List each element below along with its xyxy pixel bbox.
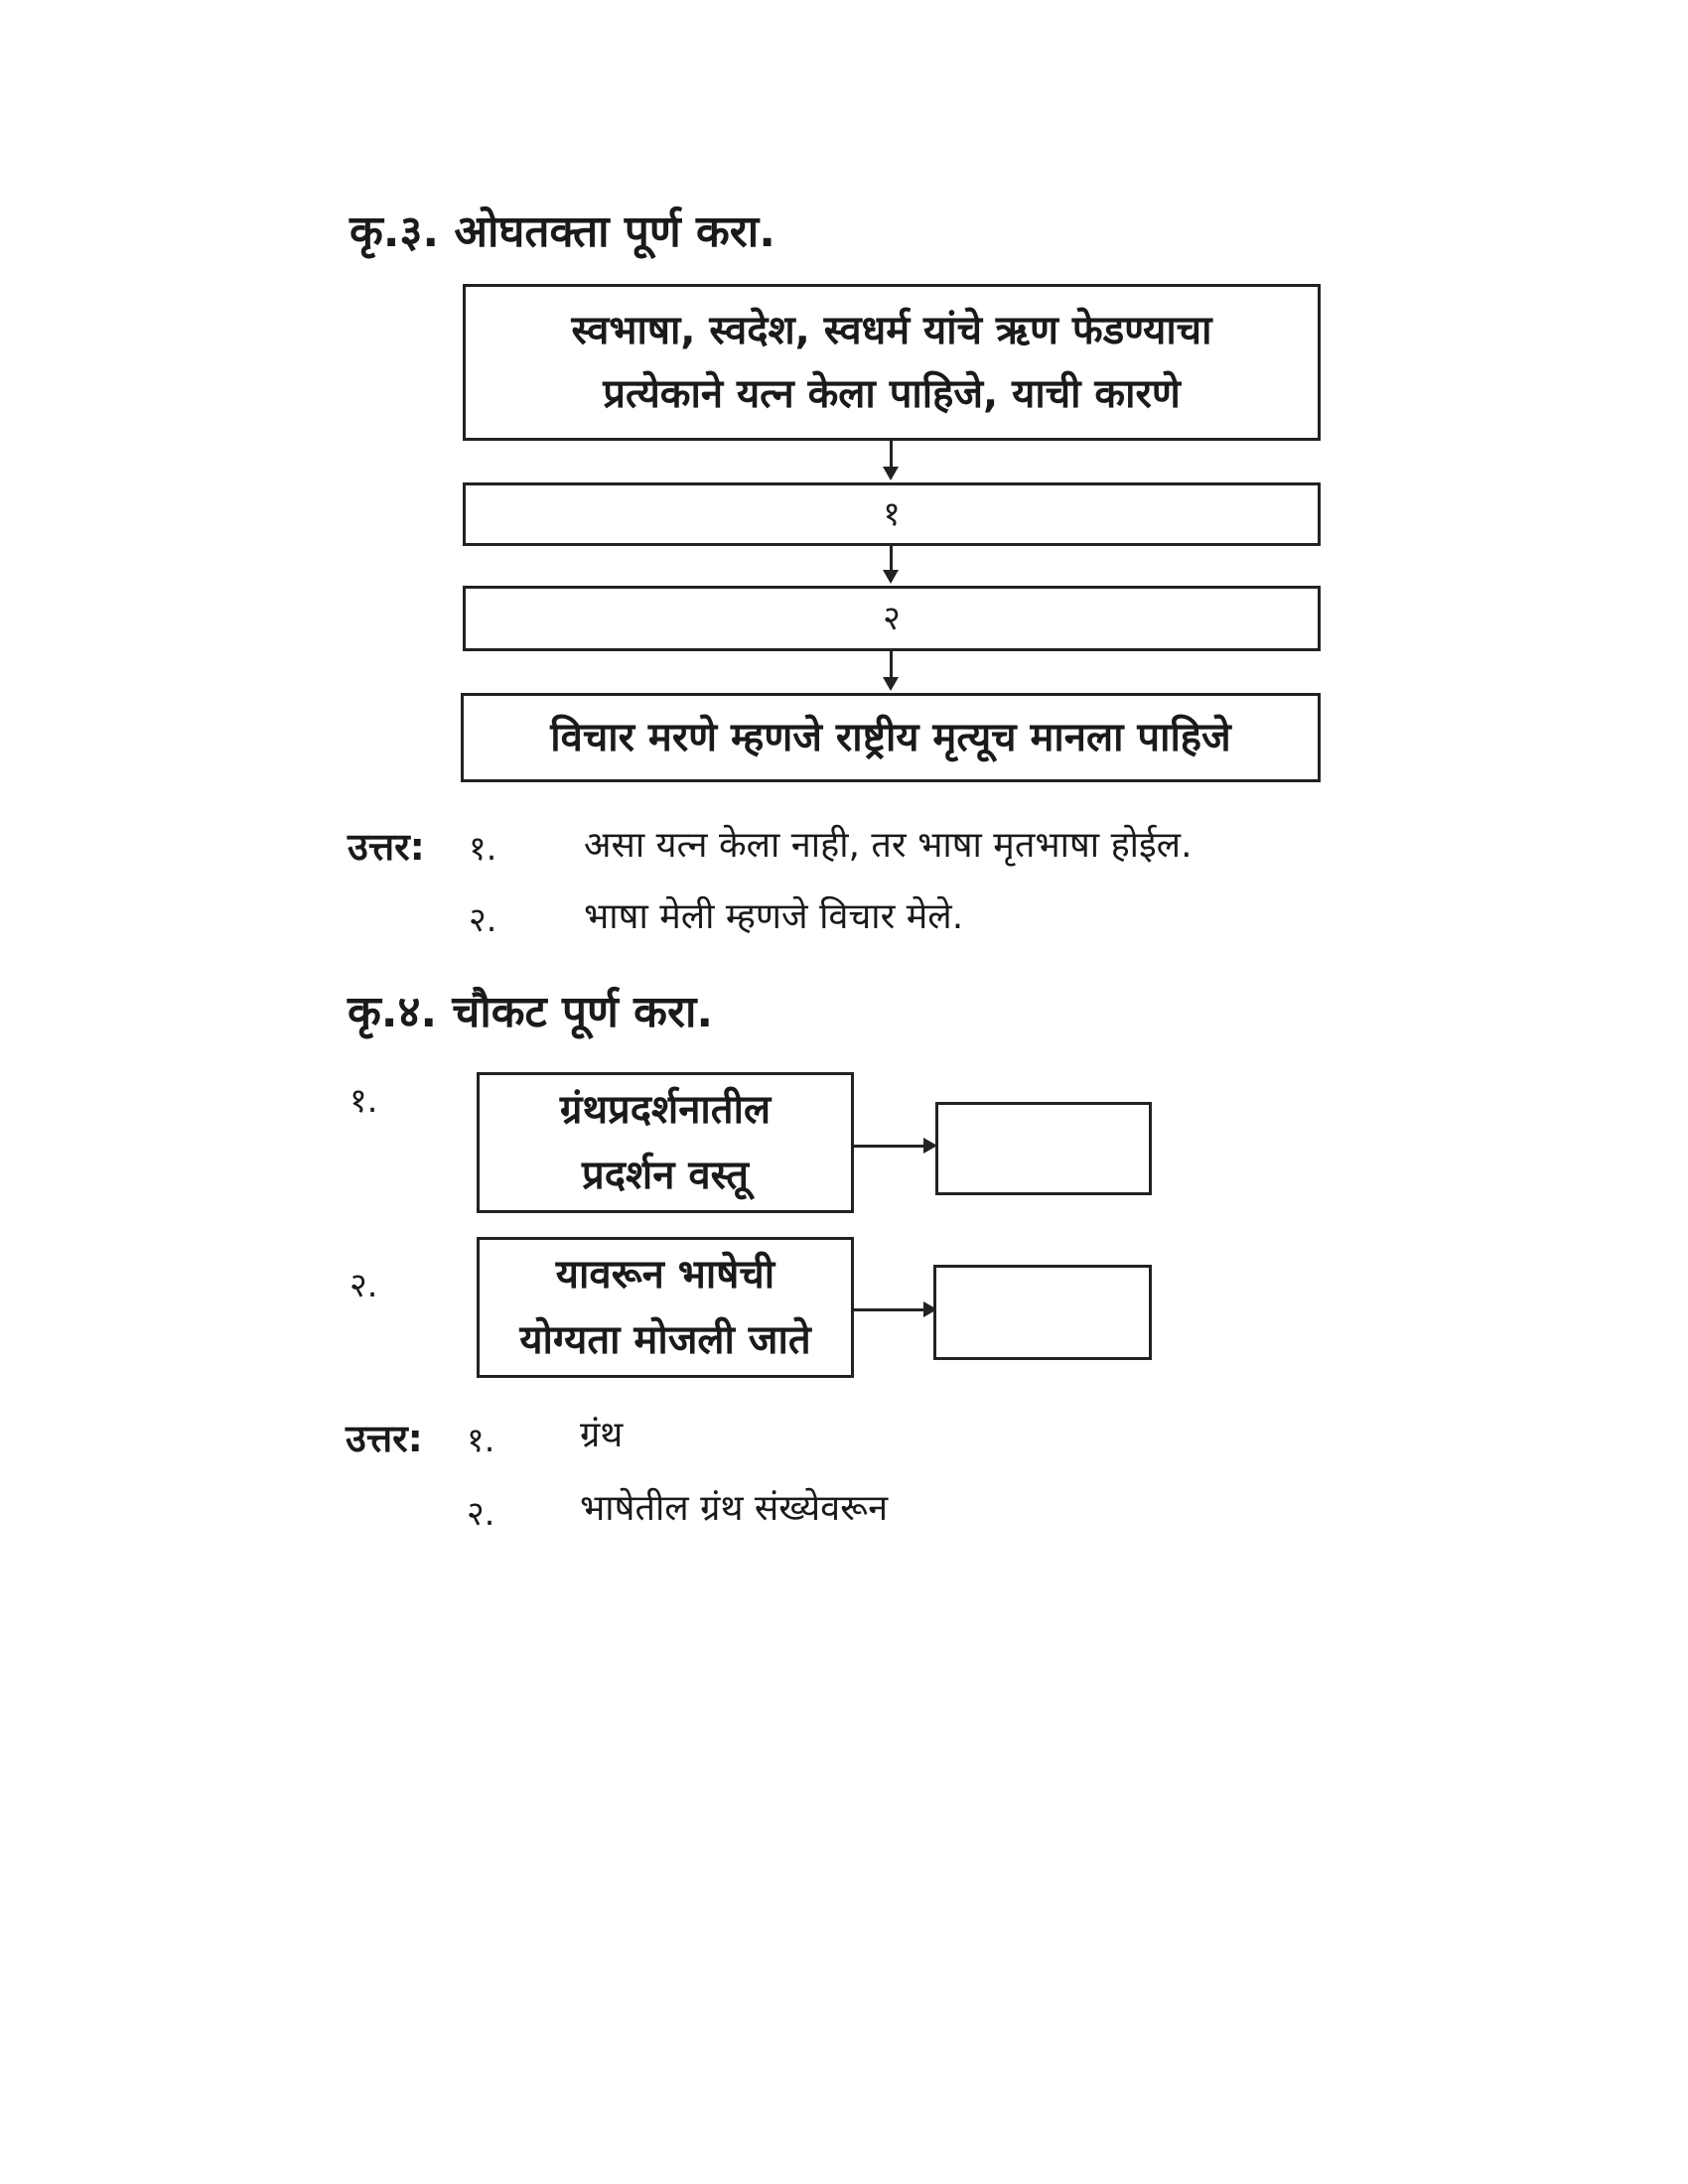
q3-answer-2-text: भाषा मेली म्हणजे विचार मेले. [584, 896, 964, 937]
flowchart-box-1-number: १ [883, 494, 901, 534]
q4-item-2-line-1: यावरून भाषेची [555, 1252, 775, 1297]
flowchart-top-line-1: स्वभाषा, स्वदेश, स्वधर्म यांचे ऋण फेडण्याचा [571, 308, 1212, 353]
q4-answer-1-text: ग्रंथ [580, 1415, 624, 1455]
flowchart-box-1[interactable] [463, 482, 1321, 546]
q4-answer-2-number: २. [467, 1494, 495, 1534]
flow-arrow-1-head [883, 467, 899, 480]
q4-answer-1-number: १. [467, 1421, 495, 1460]
flow-arrow-2-line [890, 546, 893, 572]
q3-answer-1-text: असा यत्न केला नाही, तर भाषा मृतभाषा होईल. [584, 825, 1193, 866]
q3-heading: कृ.३. ओघतक्ता पूर्ण करा. [350, 206, 775, 257]
q4-item-2-line-2: योग्यता मोजली जाते [519, 1317, 811, 1363]
q3-answer-label: उत्तर: [348, 825, 425, 869]
q4-item-1-box [477, 1072, 854, 1213]
q4-item-1-answer-box[interactable] [935, 1102, 1152, 1195]
flowchart-top-box [463, 284, 1321, 441]
flowchart-box-2[interactable] [463, 586, 1321, 651]
q4-item-1-text [560, 1077, 771, 1208]
flow-arrow-2-head [883, 570, 899, 584]
q4-item-2-number: २. [350, 1266, 378, 1305]
flow-arrow-3-head [883, 677, 899, 691]
flowchart-bottom-box [461, 693, 1321, 782]
q4-item-1-line-1: ग्रंथप्रदर्शनातील [559, 1087, 772, 1133]
flowchart-top-line-2: प्रत्येकाने यत्न केला पाहिजे, याची कारणे [603, 371, 1181, 417]
flow-arrow-3-line [890, 651, 893, 679]
q4-heading: कृ.४. चौकट पूर्ण करा. [348, 987, 714, 1037]
flowchart-top-box-text [572, 299, 1212, 426]
flow-arrow-1-line [890, 441, 893, 469]
q4-item-1-number: १. [350, 1081, 378, 1121]
q4-item-2-text [519, 1242, 810, 1373]
flowchart-bottom-box-text: विचार मरणे म्हणजे राष्ट्रीय मृत्यूच मानला पाहिजे [550, 715, 1231, 760]
q4-item-2-box [477, 1237, 854, 1378]
q3-answer-2-number: २. [469, 900, 497, 940]
q4-item-1-arrow-line [854, 1145, 929, 1148]
flowchart-box-2-number: २ [883, 599, 901, 638]
q3-answer-1-number: १. [469, 829, 497, 869]
q4-answer-label: उत्तर: [346, 1417, 423, 1460]
q4-item-1-line-2: प्रदर्शन वस्तू [582, 1153, 749, 1198]
q4-answer-2-text: भाषेतील ग्रंथ संख्येवरून [580, 1488, 889, 1529]
q4-item-2-arrow-line [854, 1308, 929, 1311]
q4-item-2-answer-box[interactable] [933, 1265, 1152, 1360]
